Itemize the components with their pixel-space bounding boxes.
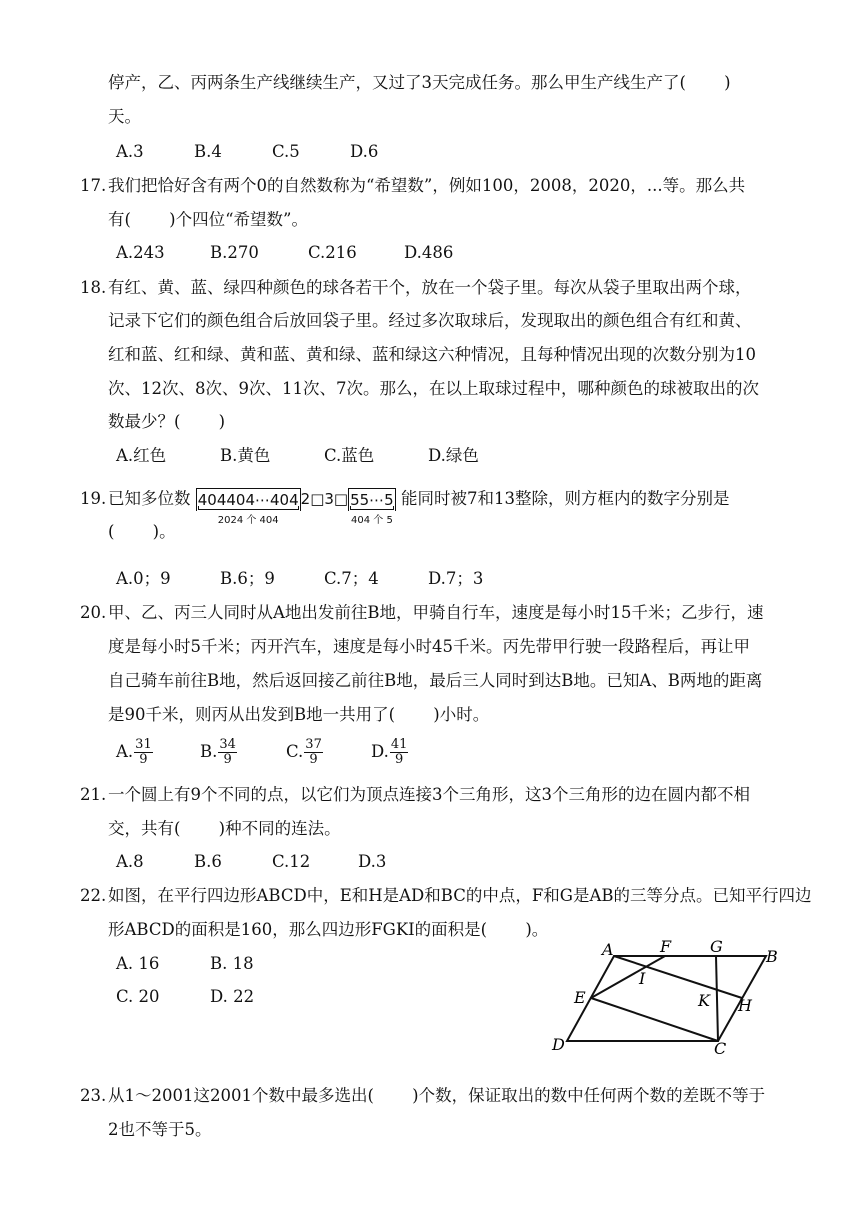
q20-number: 20.	[80, 603, 107, 622]
q19-brace-404-digits: 404404⋯404	[196, 488, 301, 511]
q18-text-1: 有红、黄、蓝、绿四种颜色的球各若干个，放在一个袋子里。每次从袋子里取出两个球，	[108, 278, 752, 297]
q19-brace-5	[348, 488, 396, 526]
q19-option-c: C.7；4	[324, 569, 379, 588]
q21-option-a: A.8	[116, 852, 144, 871]
q18-line-3: 红和蓝、红和绿、黄和蓝、黄和绿、蓝和绿这六种情况，且每种情况出现的次数分别为10	[108, 345, 756, 364]
q16-option-b: B.4	[194, 142, 222, 161]
q20-option-b-label: B.	[200, 742, 218, 761]
q19-brace-404-count: 2024 个 404	[196, 510, 301, 532]
q18-line-4: 次、12次、8次、9次、11次、7次。那么，在以上取球过程中，哪种颜色的球被取出的次	[108, 379, 759, 398]
q20-line-4: 是90千米，则丙从出发到B地一共用了( )小时。	[108, 705, 490, 724]
q20-text-1: 甲、乙、丙三人同时从A地出发前往B地，甲骑自行车，速度是每小时15千米；乙步行，速	[108, 603, 764, 622]
q19-number: 19.	[80, 489, 107, 508]
q16-option-c: C.5	[272, 142, 300, 161]
q18-option-d: D.绿色	[428, 446, 479, 465]
parallelogram-abcd	[567, 956, 766, 1041]
label-h: H	[738, 996, 752, 1015]
q22-option-a: A. 16	[116, 954, 160, 973]
q20-option-c-denominator: 9	[309, 752, 318, 767]
q21-line-2: 交，共有( )种不同的连法。	[108, 819, 341, 838]
label-f: F	[660, 937, 672, 956]
segment-ah	[614, 956, 742, 998]
q22-option-d: D. 22	[210, 987, 255, 1006]
q19-line-2: ( )。	[108, 522, 176, 541]
q17-line-2: 有( )个四位“希望数”。	[108, 210, 308, 229]
q20-option-a-numerator: 31	[135, 737, 152, 752]
q16-option-a: A.3	[116, 142, 144, 161]
q22-text-1: 如图，在平行四边形ABCD中，E和H是AD和BC的中点，F和G是AB的三等分点。已知平行四边	[108, 886, 812, 905]
q16-line-1: 停产，乙、丙两条生产线继续生产，又过了3天完成任务。那么甲生产线生产了( )	[108, 73, 731, 92]
q17-line-1	[80, 175, 745, 197]
q20-option-d-numerator: 41	[390, 737, 408, 752]
q17-option-d: D.486	[404, 243, 454, 262]
q19-brace-404	[196, 488, 301, 526]
q19-brace-5-count: 404 个 5	[348, 510, 396, 532]
q19-option-d: D.7；3	[428, 569, 484, 588]
q22-parallelogram-figure	[540, 935, 790, 1060]
q21-text-1: 一个圆上有9个不同的点，以它们为顶点连接3个三角形，这3个三角形的边在圆内都不相	[108, 785, 750, 804]
q20-option-c-numerator: 37	[305, 737, 322, 752]
q21-number: 21.	[80, 785, 107, 804]
label-i: I	[639, 969, 646, 988]
q18-line-5: 数最少？( )	[108, 412, 226, 431]
q20-option-b-denominator: 9	[223, 752, 232, 767]
label-a: A	[602, 940, 614, 959]
q18-number: 18.	[80, 278, 107, 297]
q18-option-b: B.黄色	[220, 446, 271, 465]
q20-option-c-label: C.	[286, 742, 304, 761]
q16-option-d: D.6	[350, 142, 379, 161]
q20-option-d-denominator: 9	[395, 752, 404, 767]
q20-option-a-label: A.	[116, 742, 134, 761]
q20-option-b	[200, 738, 237, 767]
q21-line-1	[80, 784, 750, 806]
q22-option-b: B. 18	[210, 954, 254, 973]
q17-number: 17.	[80, 176, 107, 195]
q22-line-1	[80, 885, 812, 907]
q20-option-a	[116, 738, 153, 767]
q18-option-c: C.蓝色	[324, 446, 375, 465]
q17-text-1: 我们把恰好含有两个0的自然数称为“希望数”，例如100，2008，2020，...等。那么共	[108, 176, 746, 195]
q22-option-c: C. 20	[116, 987, 160, 1006]
label-c: C	[714, 1039, 727, 1058]
q22-line-2: 形ABCD的面积是160，那么四边形FGKI的面积是( )。	[108, 920, 549, 939]
q19-prefix: 已知多位数	[108, 489, 191, 508]
q20-line-3: 自己骑车前往B地，然后返回接乙前往B地，最后三人同时到达B地。已知A、B两地的距离	[108, 671, 763, 690]
q19-brace-5-digits: 55⋯5	[348, 488, 396, 511]
label-g: G	[710, 937, 723, 956]
q20-option-b-numerator: 34	[219, 737, 236, 752]
q18-line-2: 记录下它们的颜色组合后放回袋子里。经过多次取球后，发现取出的颜色组合有红和黄、	[108, 311, 752, 330]
q21-option-c: C.12	[272, 852, 311, 871]
q20-option-d	[371, 738, 408, 767]
q23-line-1	[80, 1085, 765, 1107]
q19-middle-digits: 2□3□	[300, 490, 349, 508]
q20-line-2: 度是每小时5千米；丙开汽车，速度是每小时45千米。丙先带甲行驶一段路程后，再让甲	[108, 637, 750, 656]
q19-line-1	[80, 488, 730, 526]
q19-option-b: B.6；9	[220, 569, 275, 588]
q18-option-a: A.红色	[116, 446, 167, 465]
q17-option-b: B.270	[210, 243, 259, 262]
q23-number: 23.	[80, 1086, 107, 1105]
q23-line-2: 2也不等于5。	[108, 1120, 212, 1139]
label-k: K	[698, 991, 710, 1010]
label-e: E	[574, 988, 586, 1007]
q21-option-d: D.3	[358, 852, 387, 871]
q23-text-1: 从1～2001这2001个数中最多选出( )个数，保证取出的数中任何两个数的差既不等于	[108, 1086, 766, 1105]
label-b: B	[766, 947, 778, 966]
q21-option-b: B.6	[194, 852, 222, 871]
q18-line-1	[80, 277, 752, 299]
label-d: D	[552, 1035, 565, 1054]
q22-number: 22.	[80, 886, 107, 905]
q19-suffix: 能同时被7和13整除，则方框内的数字分别是	[400, 489, 730, 508]
q20-option-d-label: D.	[371, 742, 389, 761]
q17-option-a: A.243	[116, 243, 165, 262]
q16-line-2: 天。	[108, 107, 141, 126]
q20-option-a-denominator: 9	[139, 752, 148, 767]
q20-line-1	[80, 602, 764, 624]
q20-option-c	[286, 738, 323, 767]
q19-option-a: A.0；9	[116, 569, 171, 588]
q17-option-c: C.216	[308, 243, 357, 262]
segment-gc	[716, 956, 718, 1041]
